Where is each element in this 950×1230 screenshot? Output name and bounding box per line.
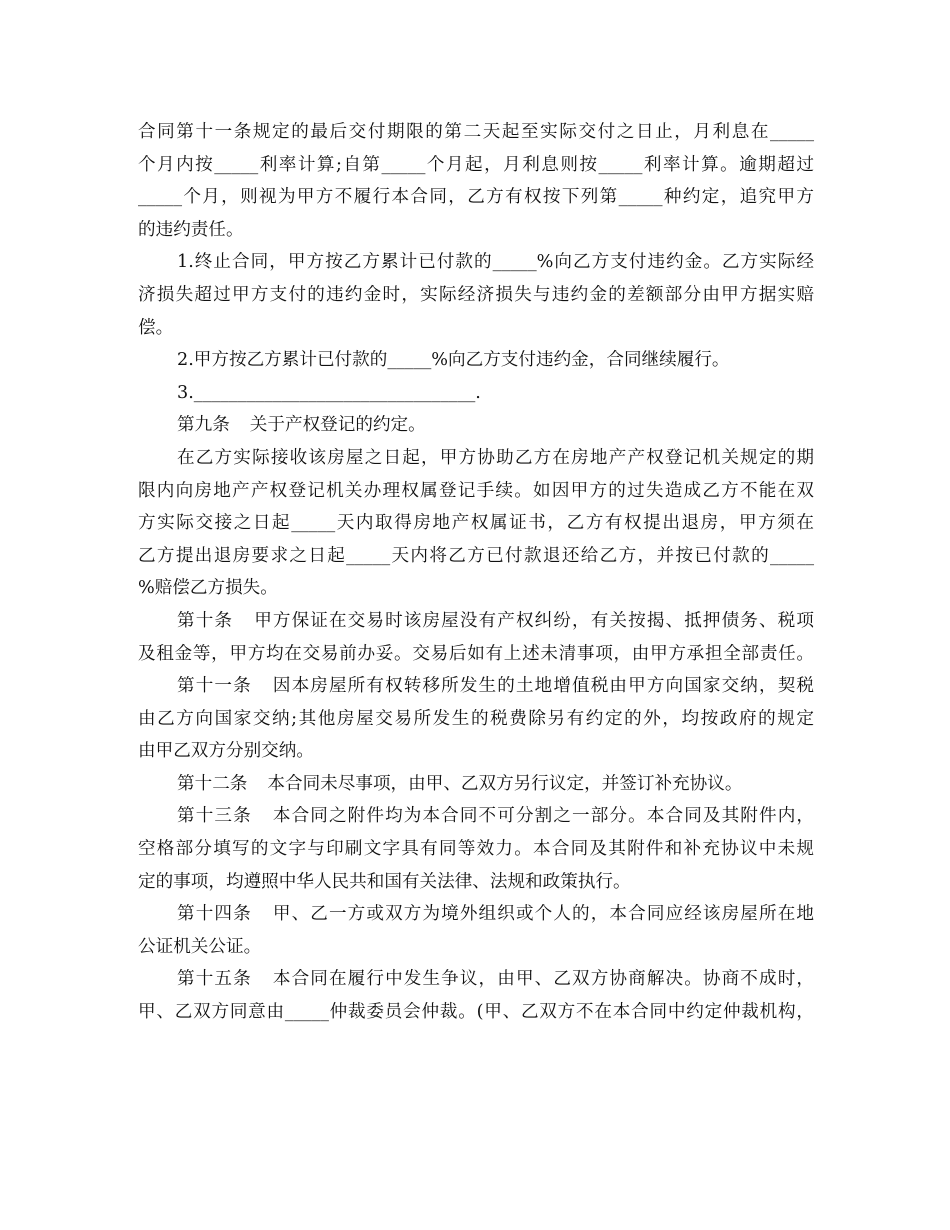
article-text: 甲方保证在交易时该房屋没有产权纠纷，有关按揭、抵押债务、税项	[253, 610, 814, 631]
text-line: 合同第十一条规定的最后交付期限的第二天起至实际交付之日止，月利息在_____	[138, 122, 814, 142]
text-line: 偿。	[138, 317, 174, 338]
article-13	[138, 800, 814, 833]
document-page	[138, 116, 814, 1029]
article-text: 本合同未尽事项，由甲、乙双方另行议定，并签订补充协议。	[267, 773, 743, 794]
article-12	[138, 768, 814, 801]
article-9	[138, 409, 814, 442]
text-line: 由甲乙双方分别交纳。	[138, 741, 314, 762]
text-line: _____个月，则视为甲方不履行本合同，乙方有权按下列第_____种约定，追究甲方	[138, 187, 814, 208]
text-line: 3.________________________________.	[177, 382, 481, 403]
article-text: 关于产权登记的约定。	[249, 415, 426, 436]
article-text: 甲、乙一方或双方为境外组织或个人的，本合同应经该房屋所在地	[271, 904, 814, 925]
text-line: 由乙方向国家交纳;其他房屋交易所发生的税费除另有约定的外，均按政府的规定	[138, 708, 814, 729]
text-line: 济损失超过甲方支付的违约金时，实际经济损失与违约金的差额部分由甲方据实赔	[138, 284, 814, 305]
text-line: 乙方提出退房要求之日起_____天内将乙方已付款退还给乙方，并按已付款的_____	[138, 545, 814, 566]
article-label: 第十一条	[177, 676, 252, 697]
article-label: 第十四条	[177, 904, 252, 925]
text-line: 公证机关公证。	[138, 936, 262, 957]
article-11	[138, 670, 814, 703]
article-label: 第十二条	[177, 773, 248, 794]
text-line: %赔偿乙方损失。	[138, 578, 278, 599]
article-text: 本合同在履行中发生争议，由甲、乙双方协商解决。协商不成时，	[271, 969, 814, 990]
article-label: 第九条	[177, 415, 230, 436]
article-10	[138, 605, 814, 638]
text-line: 及租金等，甲方均在交易前办妥。交易后如有上述未清事项，由甲方承担全部责任。	[138, 643, 814, 664]
text-line: 方实际交接之日起_____天内取得房地产权属证书，乙方有权提出退房，甲方须在	[138, 513, 814, 534]
text-line: 定的事项，均遵照中华人民共和国有关法律、法规和政策执行。	[138, 871, 631, 892]
text-line: 个月内按_____利率计算;自第_____个月起，月利息则按_____利率计算。逾期超过	[138, 154, 814, 175]
text-line: 2.甲方按乙方累计已付款的_____%向乙方支付违约金，合同继续履行。	[177, 350, 730, 371]
text-line: 1.终止合同，甲方按乙方累计已付款的_____%向乙方支付违约金。乙方实际经	[177, 252, 814, 273]
article-15	[138, 963, 814, 996]
article-label: 第十三条	[177, 806, 252, 827]
article-text: 本合同之附件均为本合同不可分割之一部分。本合同及其附件内，	[271, 806, 814, 827]
article-14	[138, 898, 814, 931]
text-line: 在乙方实际接收该房屋之日起，甲方协助乙方在房地产产权登记机关规定的期	[177, 447, 814, 468]
text-line: 空格部分填写的文字与印刷文字具有同等效力。本合同及其附件和补充协议中未规	[138, 839, 814, 860]
article-label: 第十条	[177, 610, 234, 631]
article-label: 第十五条	[177, 969, 252, 990]
text-line: 甲、乙双方同意由_____仲裁委员会仲裁。(甲、乙双方不在本合同中约定仲裁机构，	[138, 1002, 814, 1023]
text-line: 的违约责任。	[138, 219, 244, 240]
text-line: 限内向房地产产权登记机关办理权属登记手续。如因甲方的过失造成乙方不能在双	[138, 480, 814, 501]
article-text: 因本房屋所有权转移所发生的土地增值税由甲方向国家交纳，契税	[271, 676, 814, 697]
